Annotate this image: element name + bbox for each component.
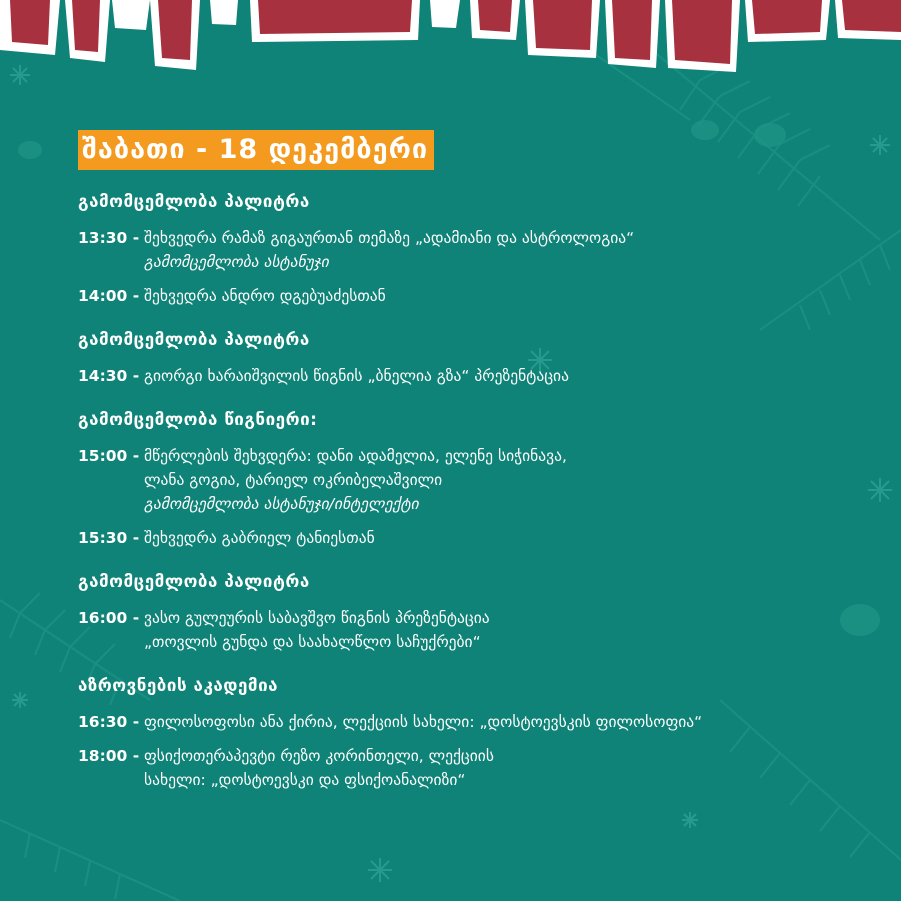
page-title: შაბათი - 18 დეკემბერი: [78, 130, 434, 170]
event-line: სახელი: „დოსტოევსკი და ფსიქოანალიზი“: [144, 771, 466, 789]
event-line: შეხვედრა რამაზ გიგაურთან თემაზე „ადამიანი და ასტროლოგია“: [144, 229, 635, 247]
schedule-sections: [78, 192, 878, 792]
schedule-event: [78, 710, 878, 734]
schedule: [78, 130, 878, 802]
publisher-heading: გამომცემლობა პალიტრა: [78, 192, 310, 212]
event-description: [144, 744, 878, 792]
schedule-event: [78, 284, 878, 308]
event-description: [144, 364, 878, 388]
schedule-event: [78, 444, 878, 516]
publisher-heading: გამომცემლობა პალიტრა: [78, 330, 310, 350]
event-description: [144, 526, 878, 550]
event-time: 15:00 -: [78, 447, 140, 465]
event-line: მწერლების შეხვდერა: დანი ადამელია, ელენე სიჭინავა,: [144, 447, 567, 465]
schedule-section: [78, 330, 878, 388]
event-time: 15:30 -: [78, 529, 140, 547]
hanging-books-decoration: [0, 0, 901, 72]
event-description: [144, 284, 878, 308]
event-line: ფილოსოფოსი ანა ქირია, ლექციის სახელი: „დოსტოევსკის ფილოსოფია“: [144, 713, 703, 731]
event-time: 18:00 -: [78, 747, 140, 765]
publisher-heading: აზროვნების აკადემია: [78, 676, 279, 696]
event-line: ვასო გულეურის საბავშვო წიგნის პრეზენტაცია: [144, 609, 490, 627]
schedule-event: [78, 226, 878, 274]
schedule-event: [78, 606, 878, 654]
schedule-event: [78, 364, 878, 388]
schedule-section: [78, 192, 878, 308]
schedule-event: [78, 526, 878, 550]
event-time: 16:30 -: [78, 713, 140, 731]
publisher-heading: გამომცემლობა წიგნიერი:: [78, 410, 318, 430]
schedule-event: [78, 744, 878, 792]
schedule-section: [78, 676, 878, 792]
event-line: ფსიქოთერაპევტი რეზო კორინთელი, ლექციის: [144, 747, 494, 765]
event-time: 14:30 -: [78, 367, 140, 385]
event-time: 13:30 -: [78, 229, 140, 247]
event-line: გიორგი ხარაიშვილის წიგნის „ბნელია გზა“ პრეზენტაცია: [144, 367, 569, 385]
event-description: [144, 444, 878, 516]
event-time: 16:00 -: [78, 609, 140, 627]
event-description: [144, 606, 878, 654]
event-description: [144, 710, 878, 734]
schedule-section: [78, 572, 878, 654]
publisher-heading: გამომცემლობა პალიტრა: [78, 572, 310, 592]
event-line: შეხვედრა გაბრიელ ტანიესთან: [144, 529, 375, 547]
event-line: ლანა გოგია, ტარიელ ოკრიბელაშვილი: [144, 471, 443, 489]
event-publisher-note: გამომცემლობა ასტანუჯი/ინტელექტი: [144, 495, 419, 513]
schedule-section: [78, 410, 878, 550]
event-time: 14:00 -: [78, 287, 140, 305]
event-line: „თოვლის გუნდა და საახალწლო საჩუქრები“: [144, 633, 481, 651]
event-description: [144, 226, 878, 274]
event-line: შეხვედრა ანდრო დგებუაძესთან: [144, 287, 386, 305]
event-publisher-note: გამომცემლობა ასტანუჯი: [144, 253, 329, 271]
